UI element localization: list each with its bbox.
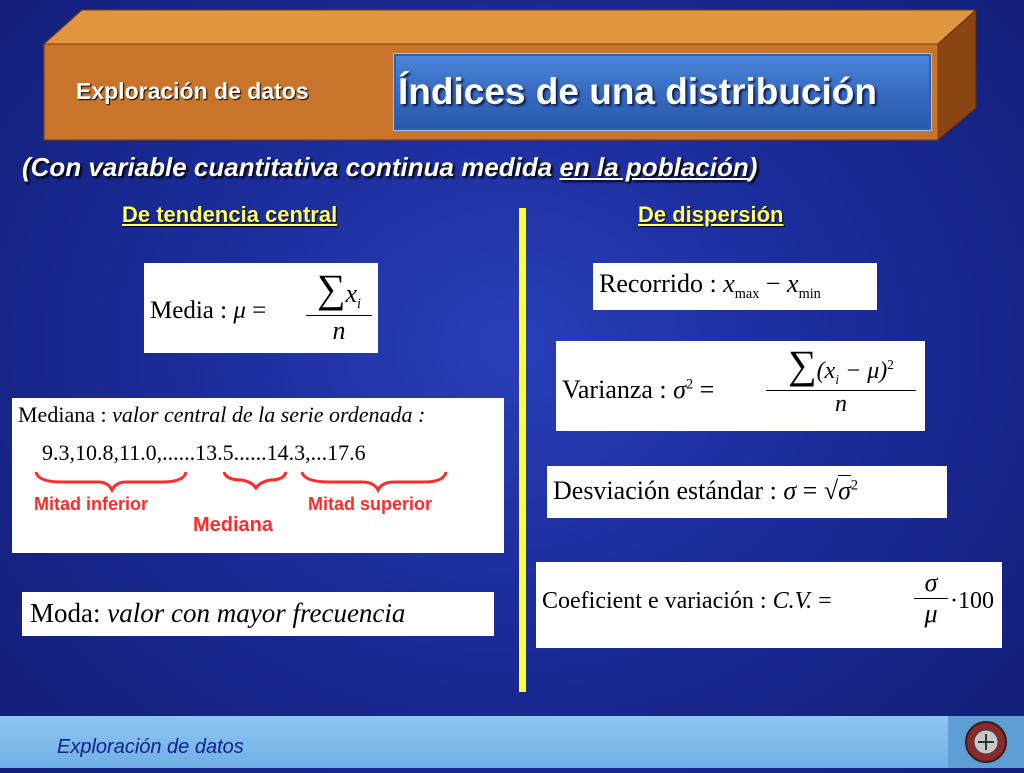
recorrido-min: min xyxy=(798,286,821,303)
upper-half-label: Mitad superior xyxy=(308,494,433,514)
footer-text: Exploración de datos xyxy=(57,736,244,758)
varianza-sigma: σ xyxy=(673,375,686,404)
media-label: Media : xyxy=(150,297,228,324)
moda-formula xyxy=(22,592,494,636)
desviacion-sigma2: σ xyxy=(838,476,851,505)
subtitle-pre: (Con variable cuantitativa continua medida xyxy=(22,152,560,182)
coeficiente-times: ·100 xyxy=(950,588,994,614)
coeficiente-label: Coeficient e variación : xyxy=(542,588,767,614)
coeficiente-mu: μ xyxy=(924,599,938,628)
coeficiente-eq: = xyxy=(818,588,832,614)
varianza-mu: − μ) xyxy=(839,358,888,384)
coeficiente-formula xyxy=(536,562,1002,648)
sqrt-icon: √ xyxy=(823,476,839,505)
subtitle-underlined: en la población xyxy=(559,152,749,182)
subtitle xyxy=(22,152,1002,183)
media-x: x xyxy=(345,279,358,308)
recorrido-max: max xyxy=(734,286,760,303)
varianza-formula xyxy=(556,341,925,431)
sum-symbol: ∑ xyxy=(316,266,346,311)
desviacion-label: Desviación estándar : xyxy=(553,476,777,505)
desviacion-exp: 2 xyxy=(850,477,859,494)
varianza-label: Varianza : xyxy=(562,375,667,404)
desviacion-formula xyxy=(547,466,947,518)
mediana-text: valor central de la serie ordenada : xyxy=(112,402,426,427)
coeficiente-sigma: σ xyxy=(914,568,948,599)
column-divider xyxy=(519,208,526,692)
recorrido-formula xyxy=(593,263,877,310)
varianza-num: (x xyxy=(816,358,836,384)
media-i: i xyxy=(357,296,362,313)
mediana-label: Mediana : xyxy=(18,402,107,427)
media-mu: μ xyxy=(233,297,246,324)
media-formula xyxy=(144,263,378,353)
heading-central: De tendencia central xyxy=(122,202,338,227)
heading-dispersion: De dispersión xyxy=(638,202,784,227)
mediana-box xyxy=(12,398,504,553)
moda-text: valor con mayor frecuencia xyxy=(107,598,406,628)
media-eq: = xyxy=(252,297,267,324)
recorrido-x1: x xyxy=(723,269,735,298)
median-label: Mediana xyxy=(193,514,274,536)
desviacion-eq: = xyxy=(802,476,818,505)
coeficiente-cv: C.V. xyxy=(772,588,813,614)
recorrido-minus: − xyxy=(765,269,781,298)
lower-half-label: Mitad inferior xyxy=(34,494,149,514)
varianza-n: n xyxy=(835,390,847,417)
crest-icon xyxy=(948,716,1024,768)
recorrido-label: Recorrido : xyxy=(599,269,717,298)
desviacion-sigma: σ xyxy=(783,476,797,505)
subtitle-post: ) xyxy=(748,152,758,182)
media-n: n xyxy=(332,316,346,346)
recorrido-x2: x xyxy=(787,269,799,298)
banner-section-label: Exploración de datos xyxy=(76,78,309,104)
page-title: Índices de una distribución xyxy=(398,71,878,112)
mediana-series: 9.3,10.8,11.0,......13.5......14.3,...17.6 xyxy=(42,440,366,465)
varianza-i: i xyxy=(835,371,839,387)
moda-label: Moda: xyxy=(30,598,101,628)
varianza-exp: 2 xyxy=(686,376,694,393)
varianza-eq: = xyxy=(699,375,715,404)
varianza-num-exp: 2 xyxy=(887,357,894,372)
varianza-sum: ∑ xyxy=(788,342,817,387)
